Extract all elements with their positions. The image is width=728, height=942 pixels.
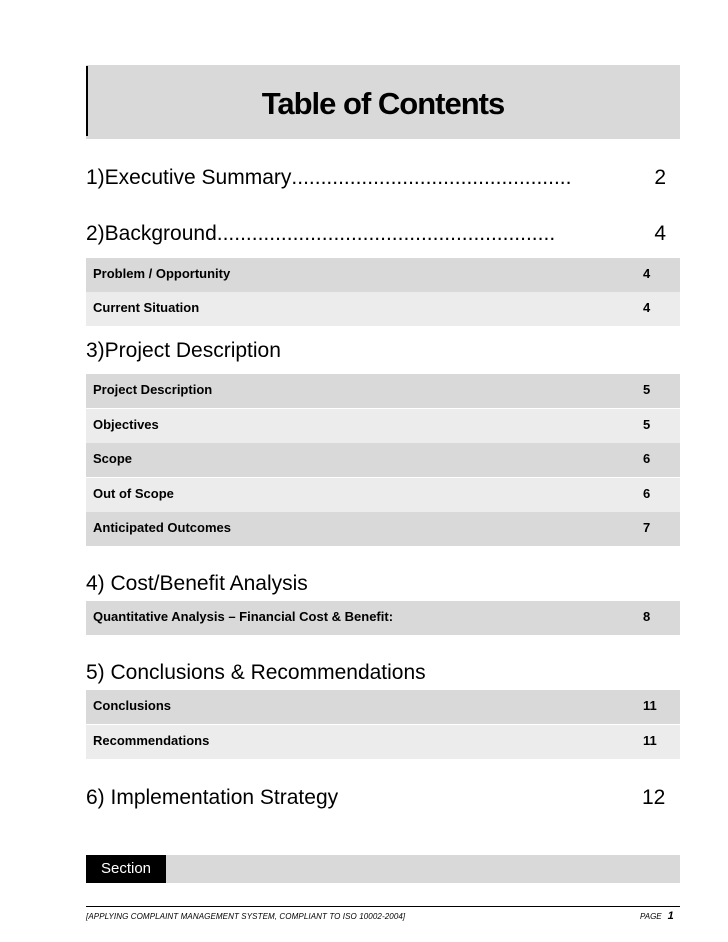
footer-page-word: PAGE xyxy=(640,912,662,921)
toc-entry-background[interactable] xyxy=(86,222,666,246)
toc-subentry-scope[interactable] xyxy=(86,443,680,477)
toc-subentry-label: Quantitative Analysis – Financial Cost & Benefit: xyxy=(93,609,394,624)
toc-subentry-page: 11 xyxy=(643,733,657,748)
toc-subentry-label: Conclusions xyxy=(93,698,172,713)
toc-entry-executive-summary[interactable] xyxy=(86,166,666,190)
page-title: Table of Contents xyxy=(261,86,505,121)
toc-subentry-page: 6 xyxy=(643,486,651,501)
footer-page-number: 1 xyxy=(667,910,674,922)
toc-subentry-label: Project Description xyxy=(93,382,213,397)
toc-subentry-label: Objectives xyxy=(93,417,159,432)
toc-subentry-page: 5 xyxy=(643,382,651,397)
toc-subentry-label: Problem / Opportunity xyxy=(93,266,231,281)
toc-subentry-label: Out of Scope xyxy=(93,486,174,501)
toc-subentry-anticipated-outcomes[interactable] xyxy=(86,512,680,546)
toc-subentry-conclusions[interactable] xyxy=(86,690,680,724)
toc-subentry-page: 4 xyxy=(643,266,651,281)
toc-subentry-page: 7 xyxy=(643,520,651,535)
toc-entry-page: 2 xyxy=(654,166,666,189)
toc-subentry-page: 6 xyxy=(643,451,651,466)
toc-subentry-problem-opportunity[interactable] xyxy=(86,258,680,292)
toc-subentry-label: Anticipated Outcomes xyxy=(93,520,231,535)
toc-subentry-label: Current Situation xyxy=(93,300,200,315)
toc-leader-dots: .......................................................... xyxy=(216,222,556,245)
toc-heading-implementation[interactable]: 6) Implementation Strategy xyxy=(86,786,339,809)
toc-subentry-page: 11 xyxy=(643,698,657,713)
toc-entry-page: 4 xyxy=(654,222,666,245)
toc-subentry-page: 5 xyxy=(643,417,651,432)
toc-leader-dots: ................................................ xyxy=(291,166,572,189)
footer-page-indicator xyxy=(640,910,674,922)
toc-subentry-objectives[interactable] xyxy=(86,409,680,443)
toc-subentry-page: 8 xyxy=(643,609,651,624)
toc-heading-conclusions[interactable]: 5) Conclusions & Recommendations xyxy=(86,661,426,684)
toc-subentry-label: Recommendations xyxy=(93,733,210,748)
toc-subentry-quantitative-analysis[interactable] xyxy=(86,601,680,635)
toc-heading-cost-benefit[interactable]: 4) Cost/Benefit Analysis xyxy=(86,572,308,595)
toc-subentry-out-of-scope[interactable] xyxy=(86,478,680,512)
footer-rule xyxy=(86,906,680,907)
toc-entry-label: 2)Background xyxy=(86,222,217,245)
section-tab: Section xyxy=(86,855,166,883)
toc-heading-project-description[interactable]: 3)Project Description xyxy=(86,339,281,362)
toc-subentry-recommendations[interactable] xyxy=(86,725,680,759)
footer-document-title: [APPLYING COMPLAINT MANAGEMENT SYSTEM, COMPLIANT TO ISO 10002-2004] xyxy=(86,912,406,921)
toc-heading-page: 12 xyxy=(642,786,666,809)
toc-subentry-current-situation[interactable] xyxy=(86,292,680,326)
toc-entry-label: 1)Executive Summary xyxy=(86,166,292,189)
toc-subentry-project-description[interactable] xyxy=(86,374,680,408)
toc-subentry-page: 4 xyxy=(643,300,651,315)
section-bar xyxy=(86,855,680,883)
toc-subentry-label: Scope xyxy=(93,451,133,466)
